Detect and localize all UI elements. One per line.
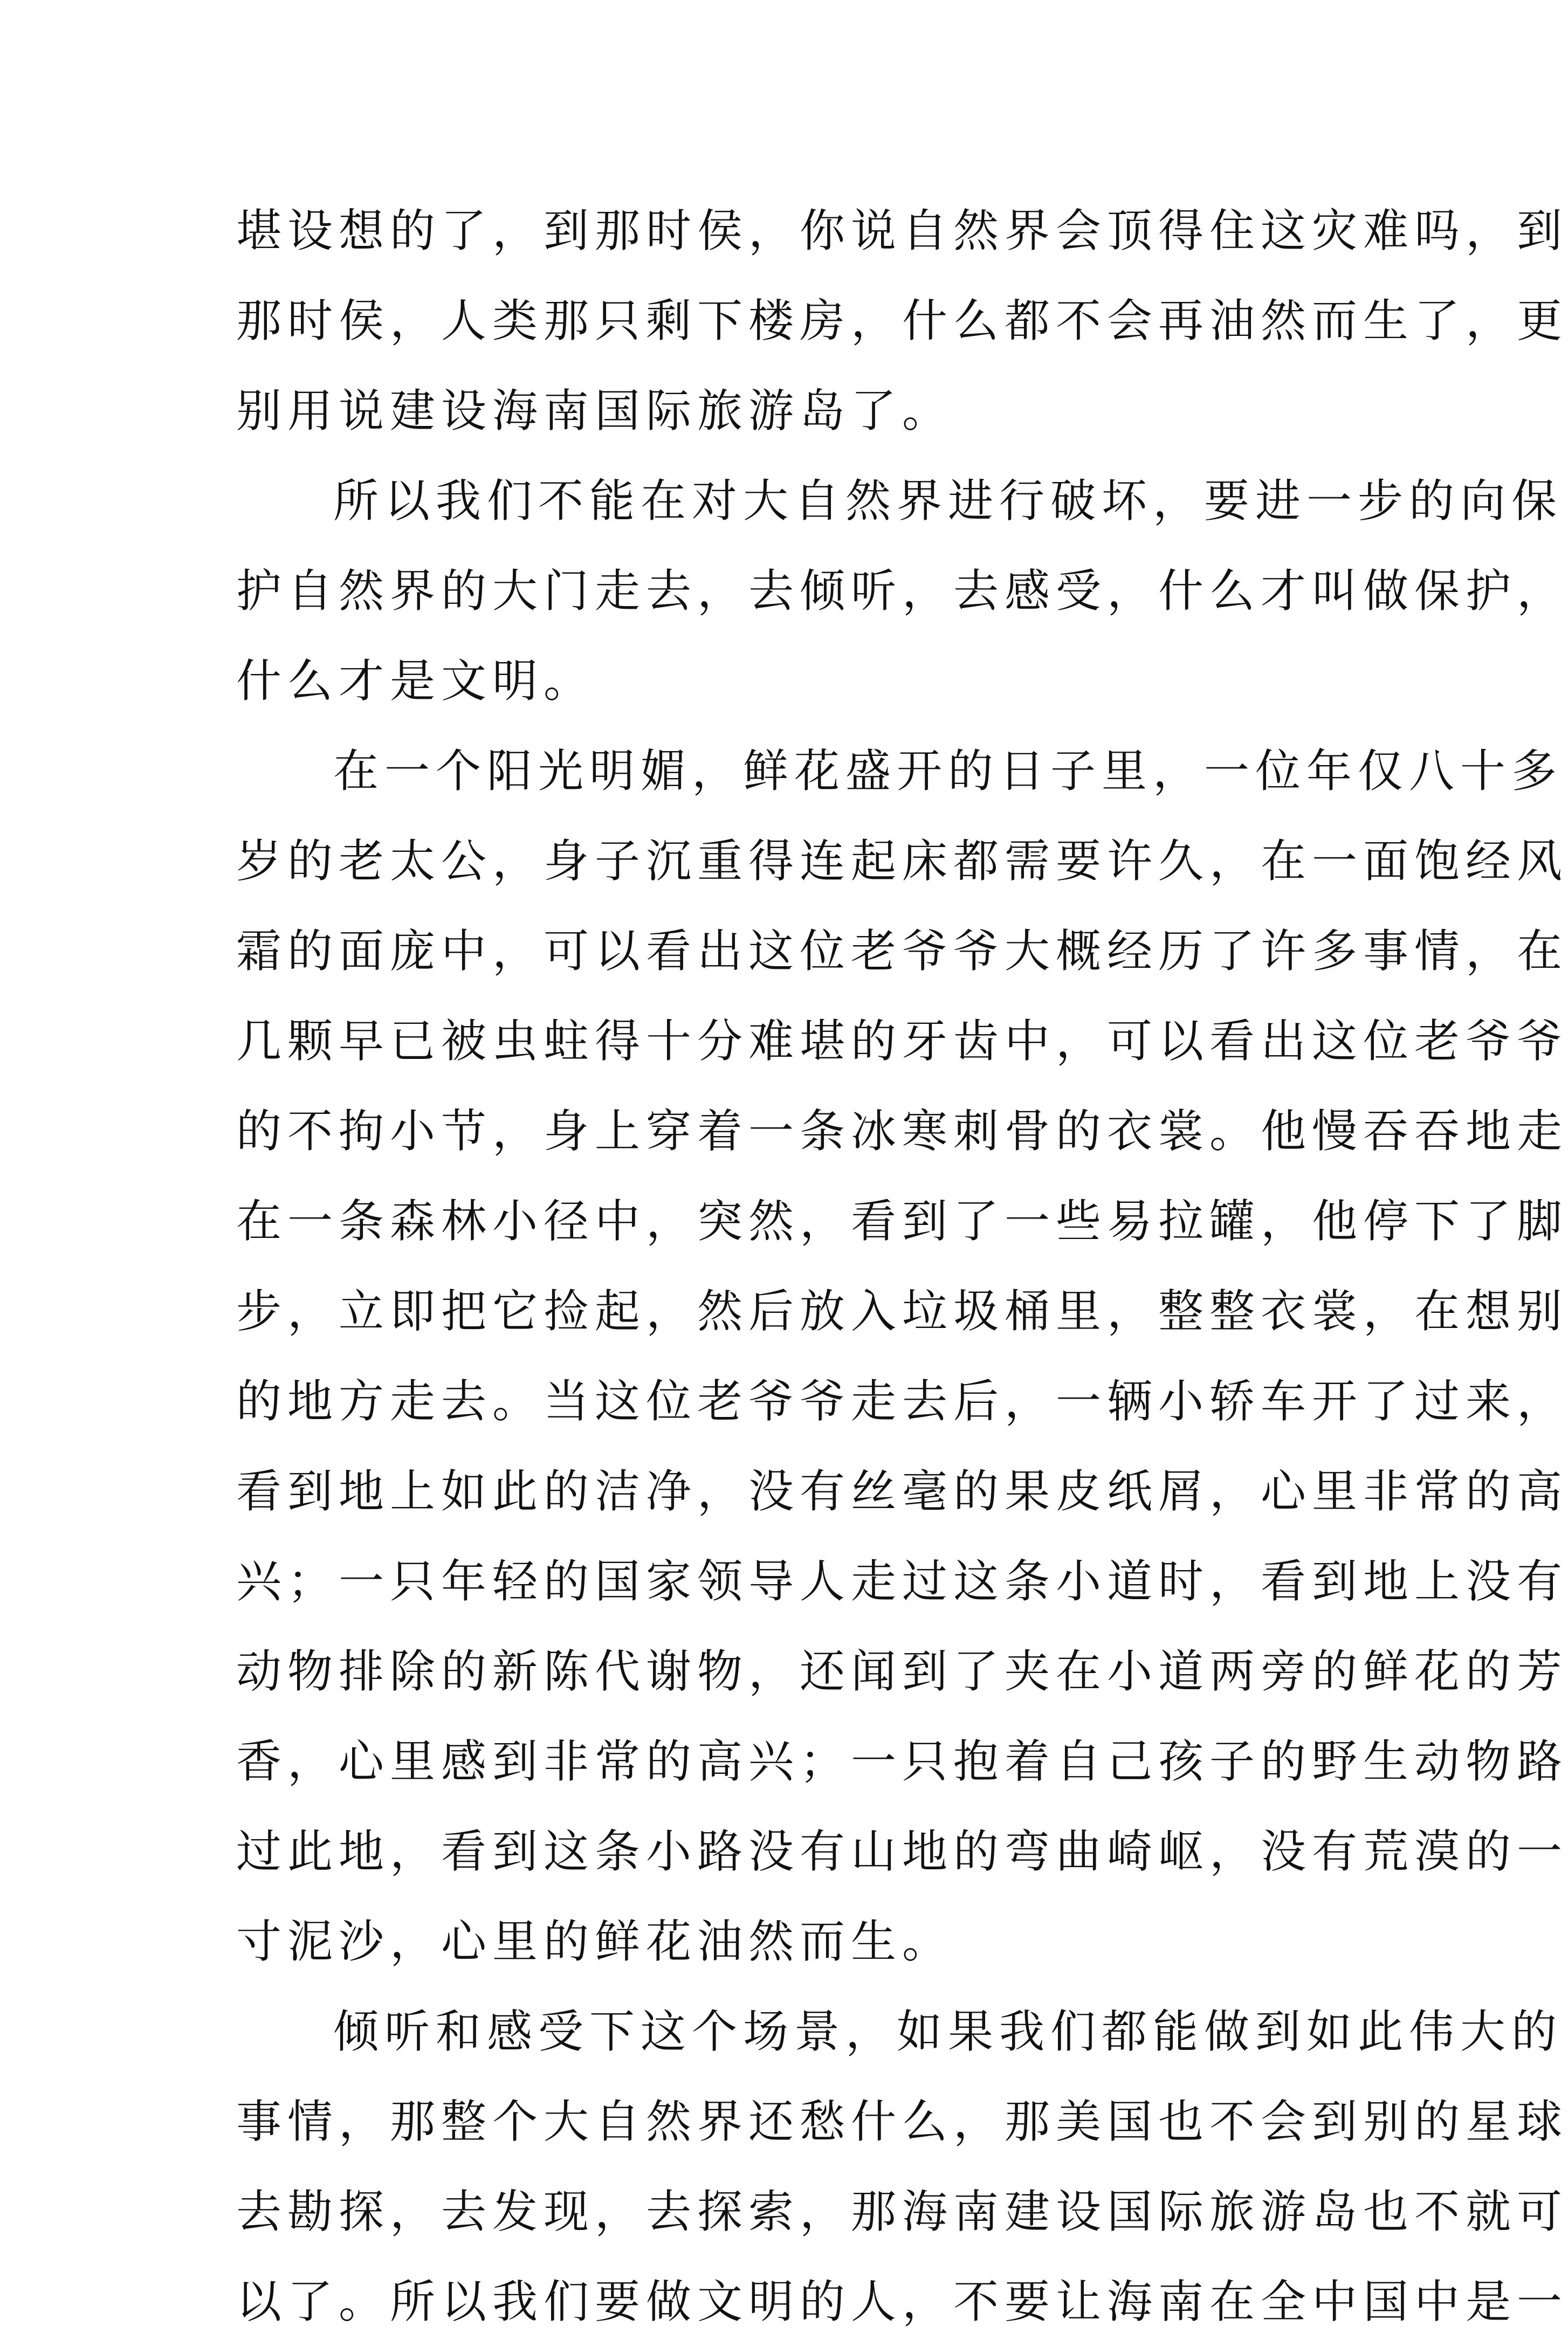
text-line: 看到地上如此的洁净，没有丝毫的果皮纸屑，心里非常的高 [236, 1465, 1568, 1518]
text-line: 以了。所以我们要做文明的人，不要让海南在全中国中是一 [236, 2275, 1568, 2328]
text-line: 在一条森林小径中，突然，看到了一些易拉罐，他停下了脚 [236, 1195, 1568, 1248]
text-line: 霜的面庞中，可以看出这位老爷爷大概经历了许多事情，在 [236, 925, 1568, 978]
text-line: 事情，那整个大自然界还愁什么，那美国也不会到别的星球 [236, 2095, 1568, 2148]
text-line: 那时侯，人类那只剩下楼房，什么都不会再油然而生了，更 [236, 294, 1568, 347]
text-line: 堪设想的了，到那时侯，你说自然界会顶得住这灾难吗，到 [236, 204, 1568, 257]
paragraph-3 [236, 726, 1568, 1987]
text-line: 倾听和感受下这个场景，如果我们都能做到如此伟大的 [333, 2005, 1563, 2058]
paragraph-1 [236, 186, 1568, 456]
text-line: 所以我们不能在对大自然界进行破坏，要进一步的向保 [333, 474, 1563, 527]
text-line: 在一个阳光明媚，鲜花盛开的日子里，一位年仅八十多 [333, 745, 1563, 797]
paragraph-2 [236, 456, 1568, 726]
text-line: 几颗早已被虫蛀得十分难堪的牙齿中，可以看出这位老爷爷 [236, 1015, 1568, 1068]
text-line: 岁的老太公，身子沉重得连起床都需要许久，在一面饱经风 [236, 835, 1568, 887]
text-line: 过此地，看到这条小路没有山地的弯曲崎岖，没有荒漠的一 [236, 1825, 1568, 1878]
text-line: 的不拘小节，身上穿着一条冰寒刺骨的衣裳。他慢吞吞地走 [236, 1105, 1568, 1158]
text-line: 去勘探，去发现，去探索，那海南建设国际旅游岛也不就可 [236, 2185, 1568, 2238]
text-line: 步，立即把它捡起，然后放入垃圾桶里，整整衣裳，在想别 [236, 1285, 1568, 1338]
text-line: 别用说建设海南国际旅游岛了。 [236, 384, 954, 437]
paragraph-4 [236, 1987, 1568, 2347]
text-line: 护自然界的大门走去，去倾听，去感受，什么才叫做保护， [236, 565, 1568, 617]
text-line: 动物排除的新陈代谢物，还闻到了夹在小道两旁的鲜花的芳 [236, 1645, 1568, 1698]
text-line: 什么才是文明。 [236, 655, 595, 707]
text-line: 的地方走去。当这位老爷爷走去后，一辆小轿车开了过来， [236, 1375, 1568, 1428]
text-line: 兴；一只年轻的国家领导人走过这条小道时，看到地上没有 [236, 1555, 1568, 1608]
text-line: 香，心里感到非常的高兴；一只抱着自己孩子的野生动物路 [236, 1735, 1568, 1788]
document-body [236, 186, 1568, 2347]
text-line: 寸泥沙，心里的鲜花油然而生。 [236, 1915, 954, 1968]
